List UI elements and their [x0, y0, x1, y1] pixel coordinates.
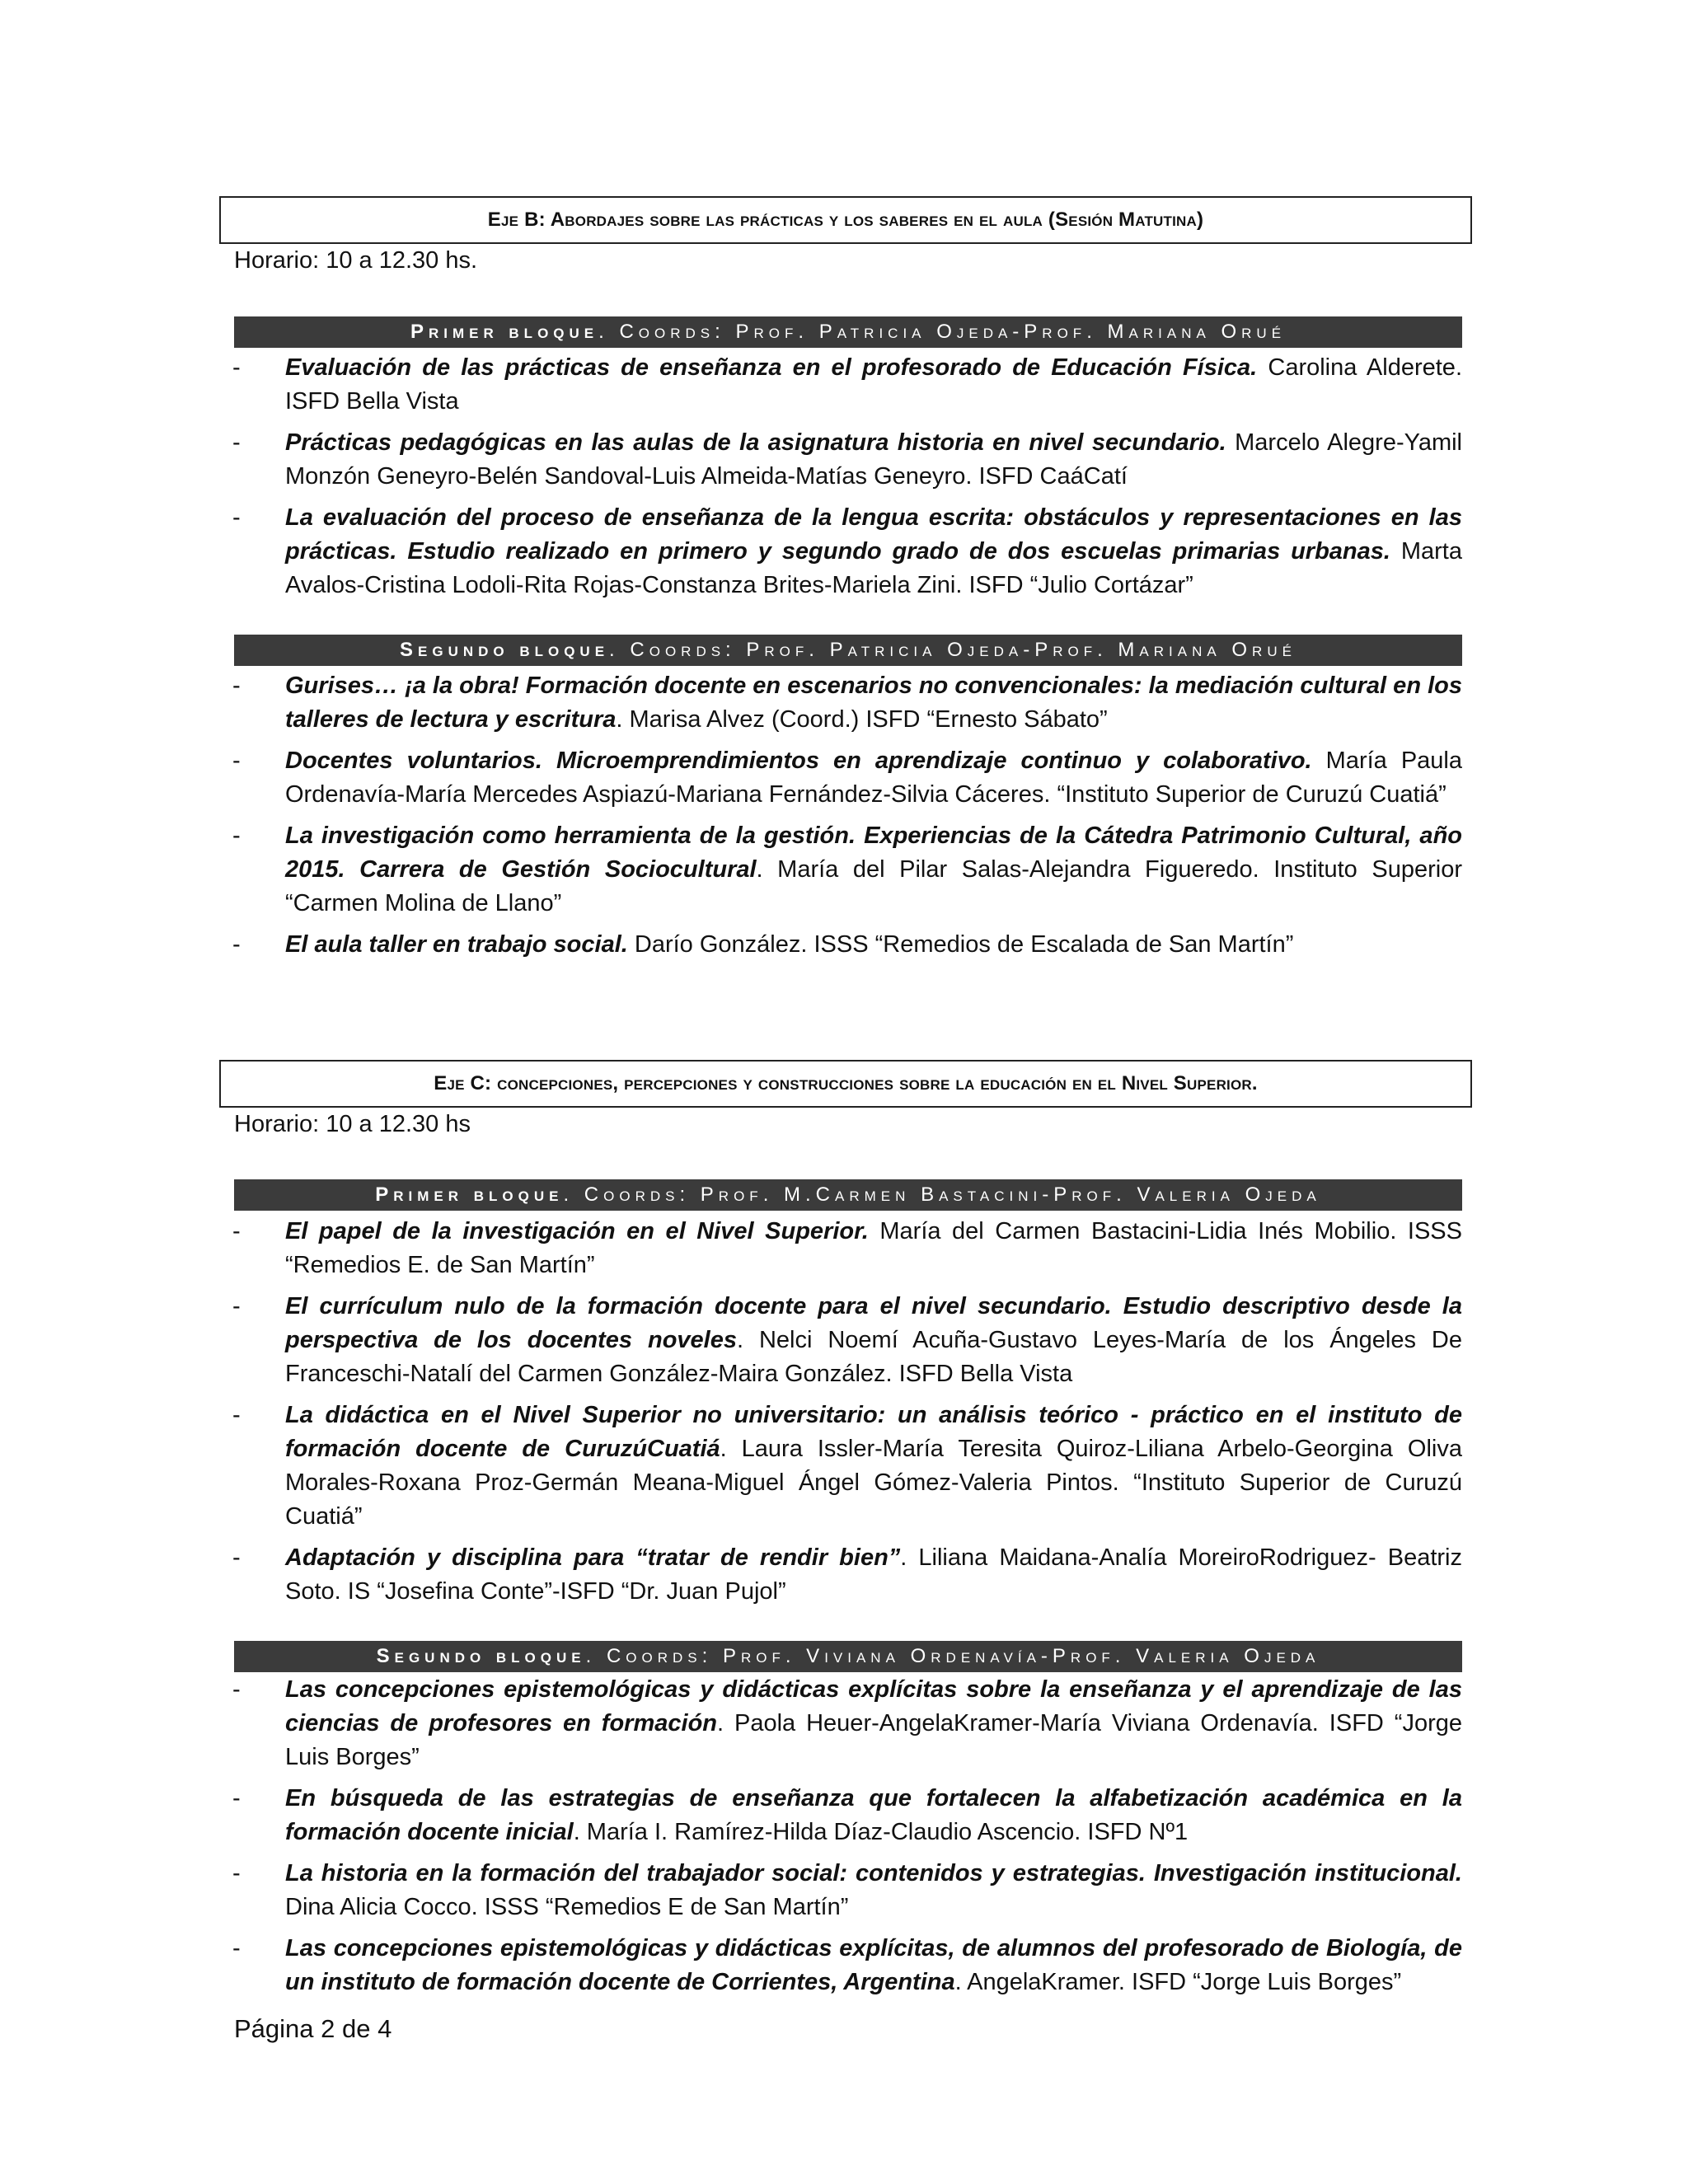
item-authors: María Paula Ordenavía-María Mercedes Aspiazú-Mariana Fernández-Silvia Cáceres. “Instituto Superior de Curuzú Cuatiá”	[285, 748, 1462, 808]
item-authors: . Marisa Alvez (Coord.) ISFD “Ernesto Sábato”	[616, 706, 1108, 733]
eje-b-segundo-bloque-list	[232, 669, 1462, 969]
list-item	[232, 1399, 1462, 1534]
eje-c-primer-bloque-bar	[234, 1179, 1462, 1211]
item-authors: . Paola Heuer-AngelaKramer-María Viviana Ordenavía. ISFD “Jorge Luis Borges”	[285, 1710, 1462, 1770]
item-authors: . María del Pilar Salas-Alejandra Figueredo. Instituto Superior “Carmen Molina de Llano”	[285, 856, 1462, 916]
eje-b-horario: Horario: 10 a 12.30 hs.	[234, 247, 478, 274]
item-title: Las concepciones epistemológicas y didácticas explícitas, de alumnos del profesorado de Biología, de un instituto de formación docente de Corrientes, Argentina	[285, 1935, 1462, 1995]
item-title: En búsqueda de las estrategias de enseñanza que fortalecen la alfabetización académica en la formación docente inicial	[285, 1785, 1462, 1845]
list-item	[232, 928, 1462, 962]
eje-b-header: Eje B: Abordajes sobre las prácticas y los saberes en el aula (Sesión Matutina)	[219, 196, 1472, 244]
list-dash: -	[232, 673, 241, 699]
list-item	[232, 501, 1462, 602]
item-title: El papel de la investigación en el Nivel Superior.	[285, 1218, 869, 1244]
list-dash: -	[232, 1935, 241, 1961]
item-title: Adaptación y disciplina para “tratar de rendir bien”	[285, 1544, 901, 1571]
eje-b-segundo-bloque-bar	[234, 635, 1462, 666]
list-item	[232, 351, 1462, 419]
item-title: Docentes voluntarios. Microemprendimientos en aprendizaje continuo y colaborativo.	[285, 748, 1312, 774]
item-authors: . AngelaKramer. ISFD “Jorge Luis Borges”	[954, 1969, 1402, 1995]
list-dash: -	[232, 823, 241, 849]
list-item	[232, 744, 1462, 812]
list-item	[232, 1541, 1462, 1609]
bloque-coords: . Coords: Prof. Viviana Ordenavía-Prof. Valeria Ojeda	[585, 1645, 1320, 1667]
item-authors: Marta Avalos-Cristina Lodoli-Rita Rojas-Constanza Brites-Mariela Zini. ISFD “Julio Cortázar”	[285, 538, 1462, 598]
item-title: La investigación como herramienta de la gestión. Experiencias de la Cátedra Patrimonio Cultural, año 2015. Carrera de Gestión Sociocultural	[285, 823, 1462, 883]
list-dash: -	[232, 1785, 241, 1811]
item-title: Evaluación de las prácticas de enseñanza en el profesorado de Educación Física.	[285, 354, 1258, 381]
eje-c-header: Eje C: concepciones, percepciones y construcciones sobre la educación en el Nivel Superior.	[219, 1060, 1472, 1108]
eje-c-horario: Horario: 10 a 12.30 hs	[234, 1111, 471, 1137]
list-dash: -	[232, 931, 241, 958]
list-dash: -	[232, 1676, 241, 1703]
list-item	[232, 426, 1462, 494]
item-authors: Carolina Alderete. ISFD Bella Vista	[285, 354, 1462, 415]
bloque-name: Primer bloque	[375, 1183, 564, 1206]
item-authors: . María I. Ramírez-Hilda Díaz-Claudio Ascencio. ISFD Nº1	[573, 1819, 1189, 1845]
list-dash: -	[232, 429, 241, 456]
item-title: La historia en la formación del trabajador social: contenidos y estrategias. Investigación institucional.	[285, 1860, 1462, 1886]
list-dash: -	[232, 748, 241, 774]
list-item	[232, 1290, 1462, 1391]
item-title: El currículum nulo de la formación docente para el nivel secundario. Estudio descriptivo desde la perspectiva de los docentes noveles	[285, 1293, 1462, 1353]
eje-b-primer-bloque-bar	[234, 316, 1462, 348]
list-dash: -	[232, 1544, 241, 1571]
item-authors: María del Carmen Bastacini-Lidia Inés Mobilio. ISSS “Remedios E. de San Martín”	[285, 1218, 1462, 1278]
item-title: Las concepciones epistemológicas y didácticas explícitas sobre la enseñanza y el aprendizaje de las ciencias de profesores en formación	[285, 1676, 1462, 1736]
bloque-coords: . Coords: Prof. Patricia Ojeda-Prof. Mariana Orué	[609, 639, 1296, 661]
page-number-footer: Página 2 de 4	[234, 2014, 392, 2043]
list-item	[232, 1857, 1462, 1924]
item-authors: . Liliana Maidana-Analía MoreiroRodriguez- Beatriz Soto. IS “Josefina Conte”-ISFD “Dr. Juan Pujol”	[285, 1544, 1462, 1605]
list-dash: -	[232, 354, 241, 381]
list-dash: -	[232, 1860, 241, 1886]
bloque-name: Segundo bloque	[400, 639, 610, 661]
item-authors: . Laura Issler-María Teresita Quiroz-Liliana Arbelo-Georgina Oliva Morales-Roxana Proz-Germán Meana-Miguel Ángel Gómez-Valeria Pintos. “Instituto Superior de Curuzú Cuatiá”	[285, 1436, 1462, 1530]
list-item	[232, 1782, 1462, 1849]
list-dash: -	[232, 1293, 241, 1319]
list-dash: -	[232, 1218, 241, 1244]
bloque-coords: . Coords: Prof. M.Carmen Bastacini-Prof. Valeria Ojeda	[563, 1183, 1321, 1206]
list-item	[232, 1215, 1462, 1282]
item-authors: Darío González. ISSS “Remedios de Escalada de San Martín”	[627, 931, 1294, 958]
item-authors: Marcelo Alegre-Yamil Monzón Geneyro-Belén Sandoval-Luis Almeida-Matías Geneyro. ISFD CaáCatí	[285, 429, 1462, 490]
eje-c-segundo-bloque-list	[232, 1673, 1462, 2007]
eje-b-primer-bloque-list	[232, 351, 1462, 610]
list-item	[232, 1932, 1462, 1999]
bloque-coords: . Coords: Prof. Patricia Ojeda-Prof. Mariana Orué	[598, 321, 1287, 343]
item-title: La evaluación del proceso de enseñanza de la lengua escrita: obstáculos y representaciones en las prácticas. Estudio realizado en primero y segundo grado de dos escuelas primarias urbanas.	[285, 504, 1462, 565]
eje-c-primer-bloque-list	[232, 1215, 1462, 1616]
item-title: Gurises… ¡a la obra! Formación docente en escenarios no convencionales: la mediación cultural en los talleres de lectura y escritura	[285, 673, 1462, 733]
list-item	[232, 1673, 1462, 1774]
list-item	[232, 819, 1462, 921]
item-title: La didáctica en el Nivel Superior no universitario: un análisis teórico - práctico en el instituto de formación docente de CuruzúCuatiá	[285, 1402, 1462, 1462]
item-authors: Dina Alicia Cocco. ISSS “Remedios E de San Martín”	[285, 1894, 849, 1920]
item-title: Prácticas pedagógicas en las aulas de la asignatura historia en nivel secundario.	[285, 429, 1226, 456]
list-item	[232, 669, 1462, 737]
list-dash: -	[232, 504, 241, 531]
bloque-name: Segundo bloque	[376, 1645, 586, 1667]
list-dash: -	[232, 1402, 241, 1428]
eje-c-segundo-bloque-bar	[234, 1641, 1462, 1672]
bloque-name: Primer bloque	[410, 321, 599, 343]
item-title: El aula taller en trabajo social.	[285, 931, 628, 958]
item-authors: . Nelci Noemí Acuña-Gustavo Leyes-María de los Ángeles De Franceschi-Natalí del Carmen González-Maira González. ISFD Bella Vista	[285, 1327, 1463, 1387]
